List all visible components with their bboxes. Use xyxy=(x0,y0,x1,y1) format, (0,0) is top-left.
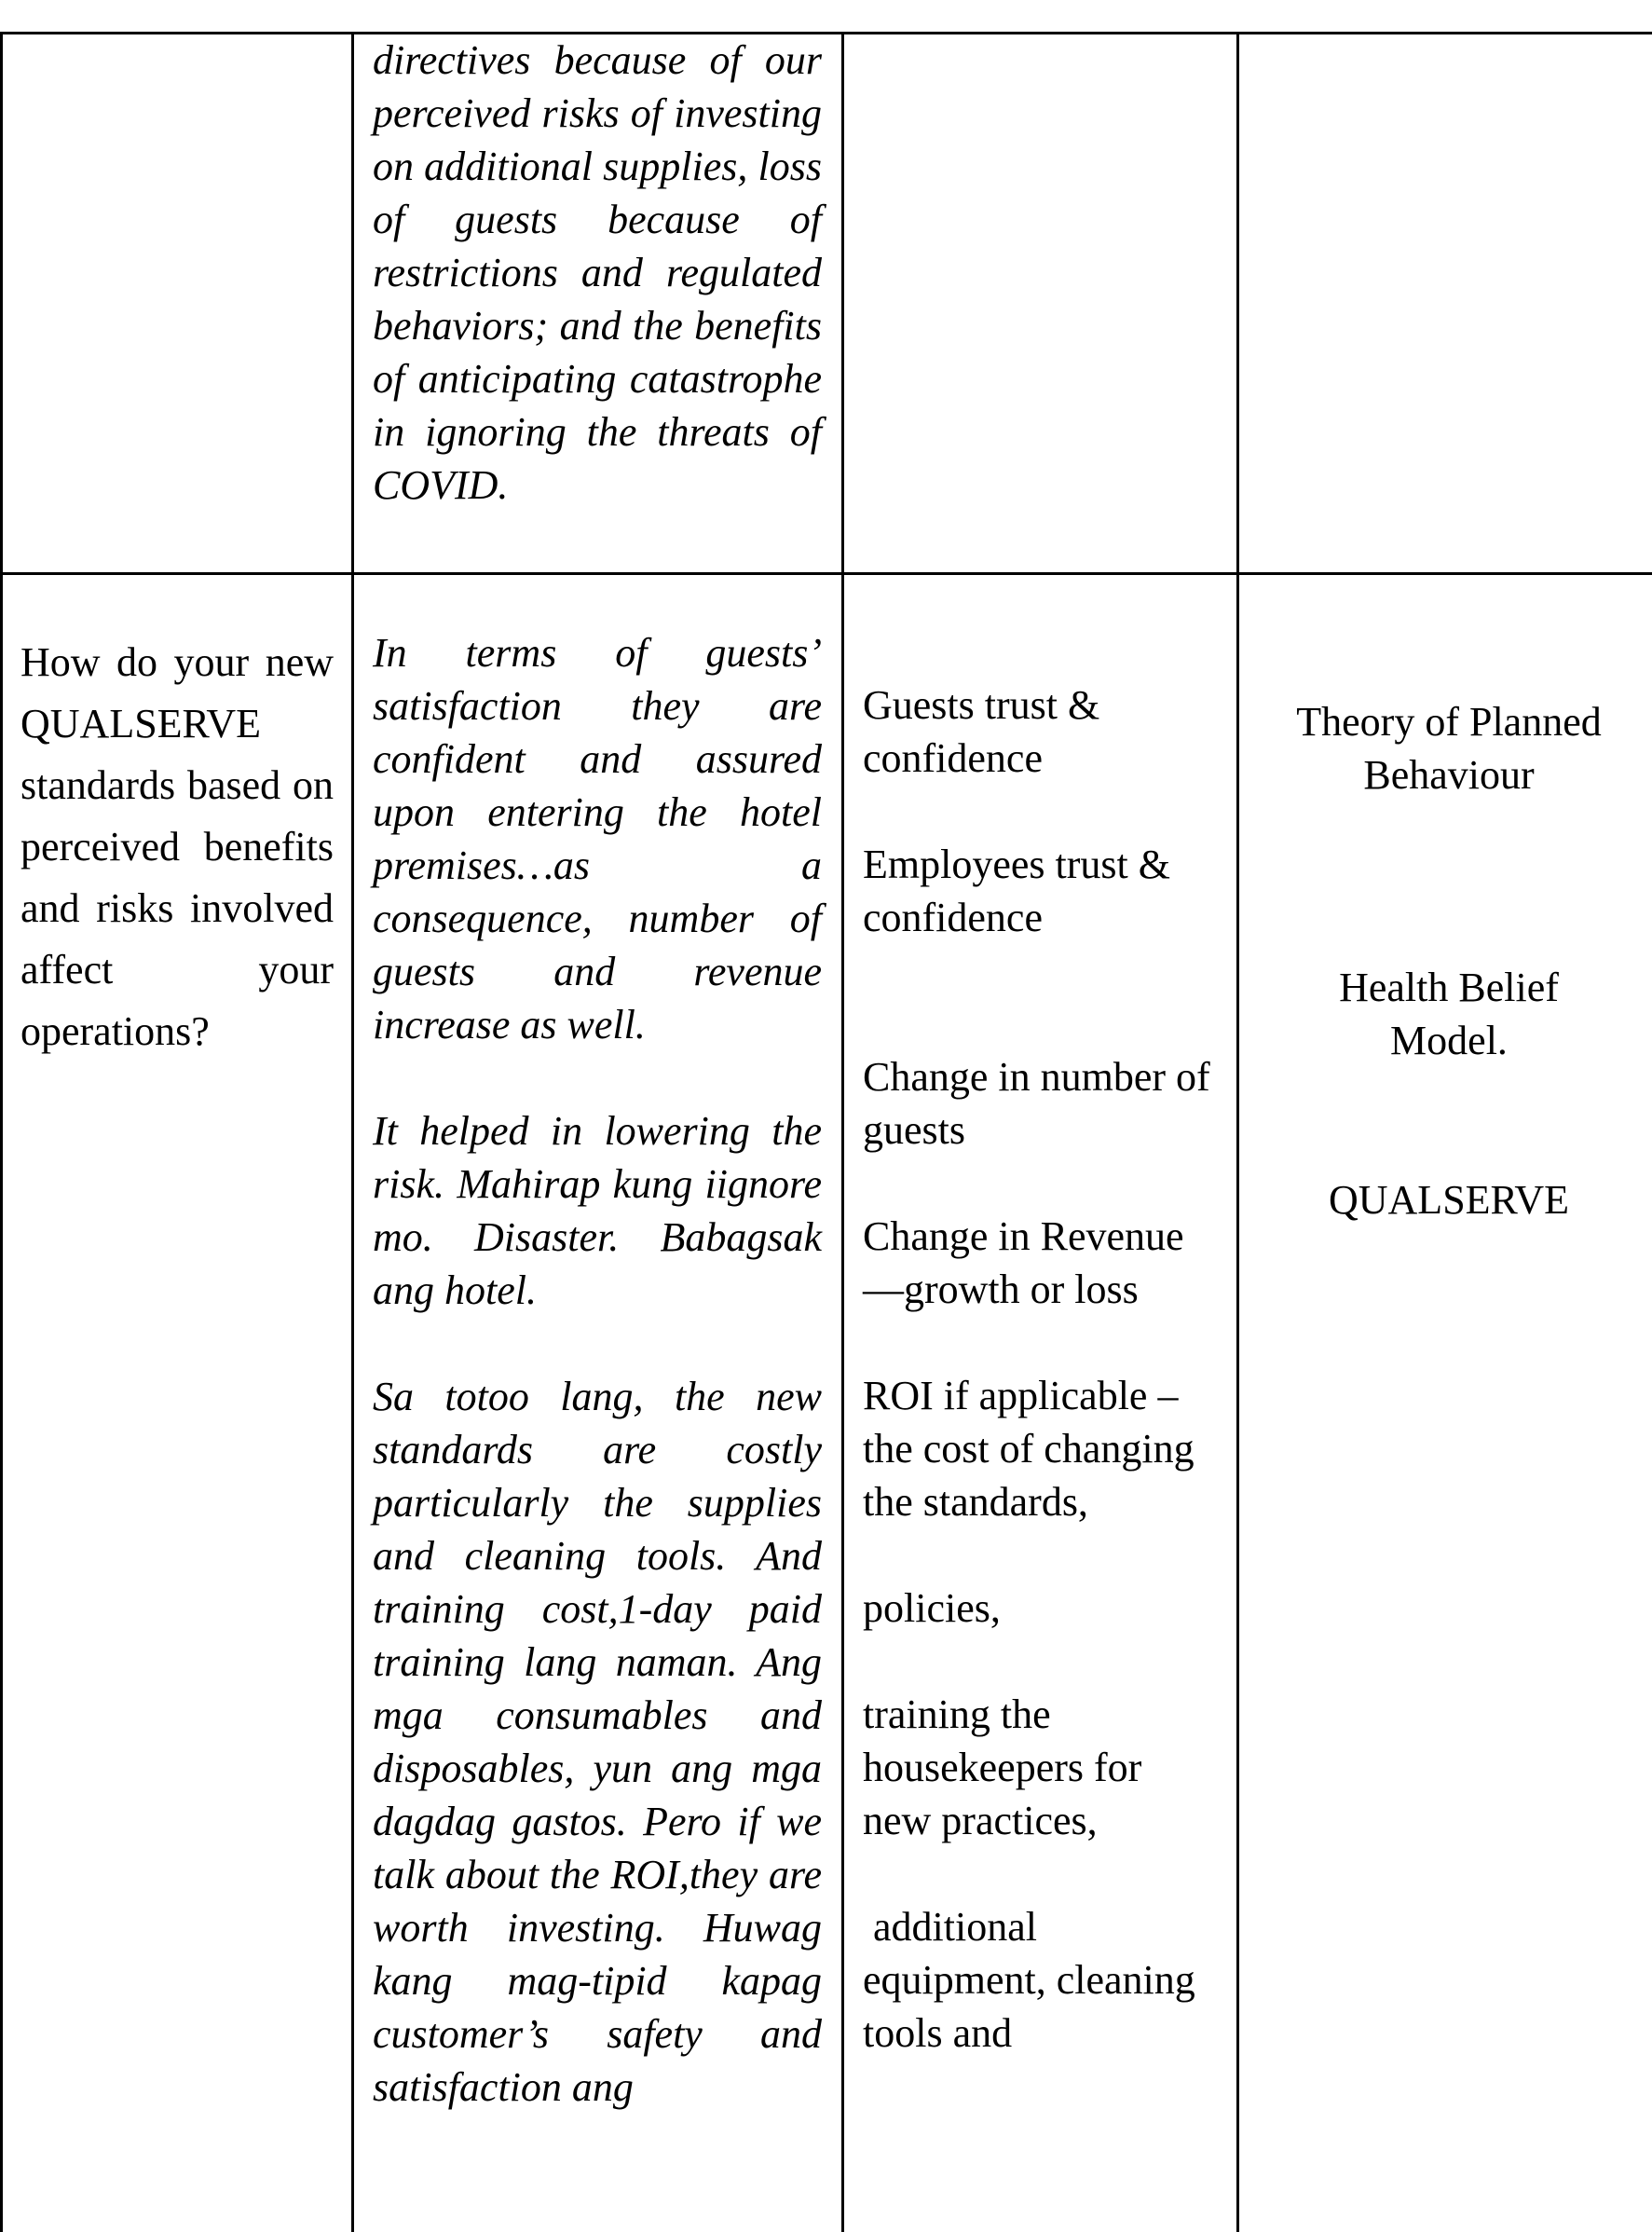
row2-question xyxy=(20,632,334,1062)
response-paragraph-2: It helped in lowering the risk. Mahirap kung iignore mo. Disaster. Babagsak ang hotel. xyxy=(373,1108,822,1313)
table-top-border xyxy=(0,32,1652,34)
theme-item: Change in number of guests xyxy=(863,1054,1210,1153)
row1-response-paragraph: directives because of our perceived risks of investing on additional supplies, loss of guests because of restrictions and regulated behaviors; and the benefits of anticipating catastrophe in ignoring the threats of COVID. xyxy=(373,37,822,508)
row2-themes xyxy=(863,678,1217,2060)
theme-item: Change in Revenue—growth or loss xyxy=(863,1213,1184,1312)
theme-item: additional equipment, cleaning tools and xyxy=(863,1904,1206,2056)
question-text: How do your new QUALSERVE standards based on perceived benefits and risks involved affect your operations? xyxy=(20,639,334,1054)
theme-item: Guests trust & confidence xyxy=(863,682,1100,781)
theme-item: training the housekeepers for new practices, xyxy=(863,1691,1142,1843)
theme-item: the cost of changing the standards, xyxy=(863,1426,1195,1525)
framework-item: Health Belief Model. xyxy=(1339,965,1559,1063)
theme-item: ROI if applicable – xyxy=(863,1373,1179,1418)
response-paragraph-3: Sa totoo lang, the new standards are costly particularly the supplies and cleaning tools. And training cost,1-day paid training lang naman. Ang mga consumables and disposables, yun ang mga dagdag gastos. Pero if we talk about the ROI,they are worth investing. Huwag kang mag-tipid kapag customer’s safety and satisfaction ang xyxy=(373,1374,822,2110)
row1-response-text xyxy=(373,34,822,512)
row2-responses xyxy=(373,626,822,2114)
theme-item: Employees trust & confidence xyxy=(863,842,1170,940)
column-divider-1 xyxy=(351,32,354,2232)
column-divider-3 xyxy=(1236,32,1239,2232)
framework-item: QUALSERVE xyxy=(1328,1177,1570,1223)
framework-item: Theory of Planned Behaviour xyxy=(1296,699,1602,798)
row-divider xyxy=(0,572,1652,575)
row2-frameworks xyxy=(1253,695,1645,1226)
response-paragraph-1: In terms of guests’ satisfaction they are confident and assured upon entering the hotel premises…as a consequence, number of guests and revenue increase as well. xyxy=(373,630,822,1048)
column-divider-2 xyxy=(841,32,844,2232)
theme-item: policies, xyxy=(863,1585,1001,1631)
table-left-border xyxy=(0,32,3,2232)
